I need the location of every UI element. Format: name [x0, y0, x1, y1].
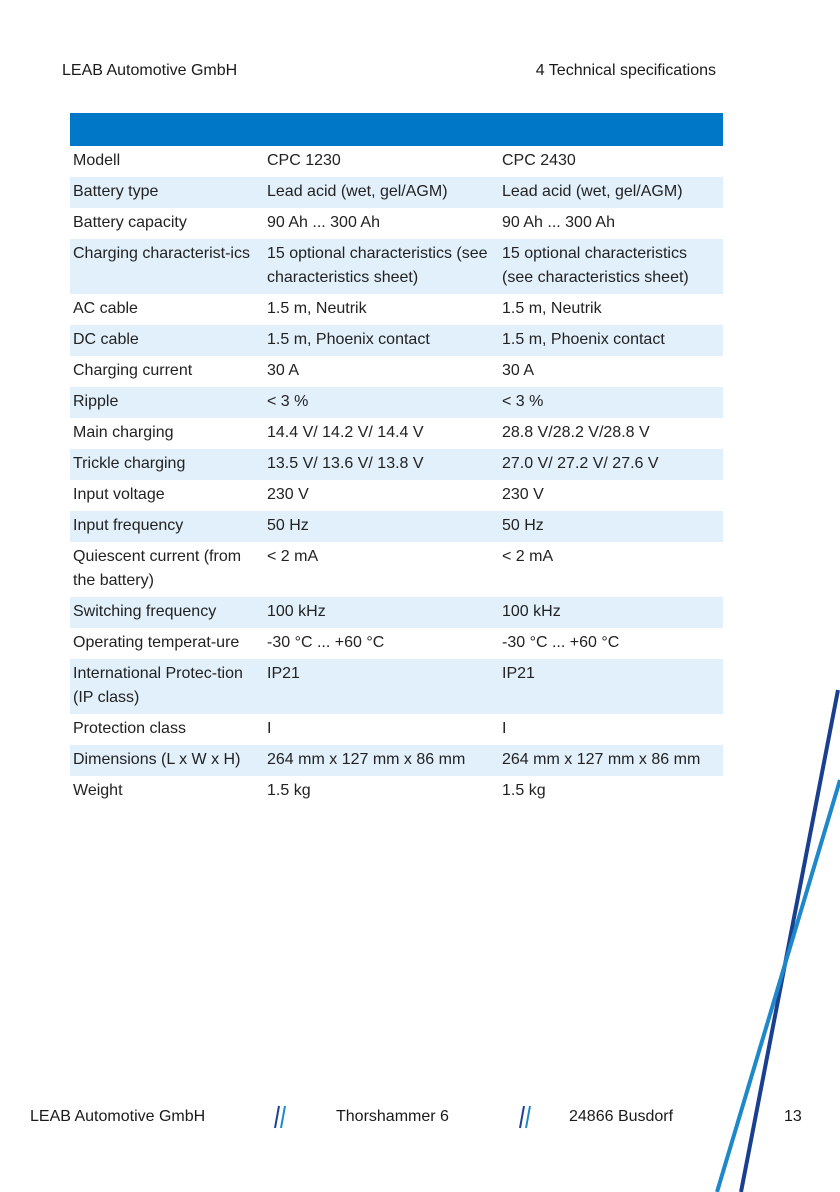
row-cpc1230: < 3 % [262, 387, 494, 418]
row-cpc1230: Lead acid (wet, gel/AGM) [262, 177, 494, 208]
row-cpc2430: 15 optional characteristics (see characteristics sheet) [494, 239, 723, 294]
row-label: AC cable [73, 300, 138, 317]
row-label: DC cable [70, 325, 262, 356]
row-label: Switching frequency [70, 597, 262, 628]
header-section-title: 4 Technical specifications [535, 62, 716, 79]
row-label: Battery type [70, 177, 262, 208]
row-cpc2430: 230 V [502, 486, 544, 503]
row-cpc2430: Lead acid (wet, gel/AGM) [494, 177, 723, 208]
row-cpc2430: 27.0 V/ 27.2 V/ 27.6 V [494, 449, 723, 480]
row-cpc2430: 90 Ah ... 300 Ah [502, 214, 615, 231]
row-cpc1230: 30 A [267, 362, 300, 379]
row-label: Protection class [73, 720, 186, 737]
row-cpc2430: 30 A [502, 362, 535, 379]
row-cpc2430: 1.5 m, Phoenix contact [494, 325, 723, 356]
stripe-light [717, 780, 840, 1192]
row-label: Operating temperat-ure [73, 634, 240, 651]
footer-separator-icon [272, 1104, 288, 1130]
row-label: International Protec-tion (IP class) [70, 659, 262, 714]
row-cpc1230: 14.4 V/ 14.2 V/ 14.4 V [267, 424, 424, 441]
row-cpc1230: 1.5 m, Neutrik [267, 300, 367, 317]
row-label: Charging current [73, 362, 193, 379]
row-cpc1230: 1.5 m, Phoenix contact [262, 325, 494, 356]
row-cpc2430: 100 kHz [494, 597, 723, 628]
footer-separator-icon [517, 1104, 533, 1130]
row-cpc1230: 90 Ah ... 300 Ah [267, 214, 380, 231]
row-label: Input voltage [73, 486, 165, 503]
row-label: Charging characterist-ics [70, 239, 262, 294]
row-label: Weight [73, 782, 123, 799]
row-label: Modell [73, 152, 121, 169]
row-cpc1230: CPC 1230 [267, 152, 341, 169]
row-cpc2430: CPC 2430 [502, 152, 576, 169]
row-cpc1230: -30 °C ... +60 °C [267, 634, 385, 651]
row-cpc2430: IP21 [494, 659, 723, 714]
row-cpc2430: -30 °C ... +60 °C [502, 634, 620, 651]
row-cpc1230: I [267, 720, 272, 737]
row-cpc1230: 13.5 V/ 13.6 V/ 13.8 V [262, 449, 494, 480]
row-cpc1230: 1.5 kg [267, 782, 311, 799]
row-label: Ripple [70, 387, 262, 418]
footer-city: 24866 Busdorf [569, 1108, 674, 1125]
row-cpc2430: 28.8 V/28.2 V/28.8 V [502, 424, 650, 441]
row-cpc1230: 230 V [267, 486, 309, 503]
page-number: 13 [784, 1108, 802, 1125]
row-cpc2430: 1.5 m, Neutrik [502, 300, 602, 317]
row-label: Dimensions (L x W x H) [70, 745, 262, 776]
row-cpc1230: 100 kHz [262, 597, 494, 628]
row-cpc2430: < 2 mA [502, 548, 554, 565]
row-cpc1230: < 2 mA [267, 548, 319, 565]
row-cpc2430: 1.5 kg [502, 782, 546, 799]
row-cpc2430: I [502, 720, 507, 737]
row-label: Trickle charging [70, 449, 262, 480]
row-cpc2430: 264 mm x 127 mm x 86 mm [494, 745, 723, 776]
row-label: Battery capacity [73, 214, 187, 231]
footer-street: Thorshammer 6 [336, 1108, 449, 1125]
row-cpc2430: < 3 % [494, 387, 723, 418]
header-company: LEAB Automotive GmbH [62, 62, 238, 79]
row-cpc1230: IP21 [262, 659, 494, 714]
footer-company: LEAB Automotive GmbH [30, 1108, 206, 1125]
row-label: Input frequency [70, 511, 262, 542]
row-cpc2430: 50 Hz [494, 511, 723, 542]
row-label: Quiescent current (from the battery) [73, 548, 242, 589]
row-label: Main charging [73, 424, 174, 441]
row-cpc1230: 15 optional characteristics (see characteristics sheet) [262, 239, 494, 294]
row-cpc1230: 50 Hz [262, 511, 494, 542]
row-cpc1230: 264 mm x 127 mm x 86 mm [262, 745, 494, 776]
